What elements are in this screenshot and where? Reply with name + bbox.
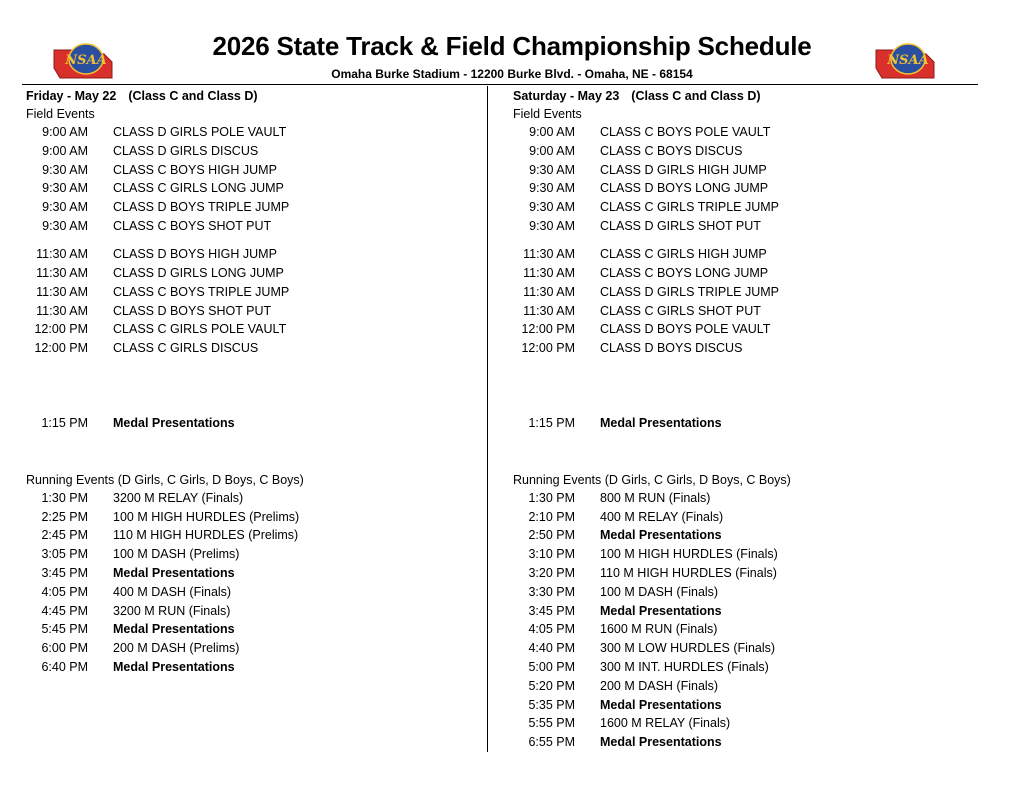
schedule-row (513, 714, 973, 733)
event-name: 3200 M RELAY (Finals) (113, 490, 244, 505)
saturday-day-header (513, 87, 973, 105)
header-divider (22, 84, 978, 85)
event-time: 11:30 AM (523, 303, 575, 318)
event-time: 11:30 AM (523, 247, 575, 262)
schedule-row (26, 123, 486, 142)
event-name: Medal Presentations (113, 566, 235, 581)
schedule-row (513, 217, 973, 236)
event-name: CLASS D GIRLS SHOT PUT (600, 218, 761, 233)
event-name: 800 M RUN (Finals) (600, 490, 711, 505)
schedule-row (26, 217, 486, 236)
event-name: CLASS D GIRLS DISCUS (113, 143, 259, 158)
svg-text:NSAA: NSAA (65, 53, 107, 68)
schedule-row (26, 245, 486, 264)
event-time: 11:30 AM (523, 284, 575, 299)
event-time: 9:30 AM (42, 200, 88, 215)
event-time: 6:55 PM (528, 735, 575, 750)
event-time: 9:30 AM (529, 181, 575, 196)
event-name: CLASS D BOYS TRIPLE JUMP (113, 200, 290, 215)
medal-row (26, 658, 486, 677)
event-name: 400 M DASH (Finals) (113, 584, 232, 599)
event-name: CLASS C GIRLS DISCUS (113, 341, 259, 356)
event-time: 1:15 PM (528, 416, 575, 431)
event-name: CLASS C BOYS SHOT PUT (113, 218, 272, 233)
event-name: 200 M DASH (Prelims) (113, 641, 240, 656)
schedule-row (513, 320, 973, 339)
schedule-row (26, 639, 486, 658)
event-name: Medal Presentations (600, 603, 722, 618)
schedule-row (26, 264, 486, 283)
schedule-row (26, 602, 486, 621)
event-time: 4:05 PM (528, 622, 575, 637)
event-time: 9:30 AM (529, 162, 575, 177)
event-time: 6:40 PM (41, 660, 88, 675)
field-events-title: Field Events (26, 107, 95, 121)
medal-row (513, 602, 973, 621)
event-name: Medal Presentations (600, 697, 722, 712)
schedule-row (513, 639, 973, 658)
event-name: CLASS D BOYS POLE VAULT (600, 322, 771, 337)
event-name: Medal Presentations (113, 660, 235, 675)
event-name: CLASS C GIRLS LONG JUMP (113, 181, 284, 196)
event-name: CLASS C GIRLS POLE VAULT (113, 322, 287, 337)
event-name: 300 M LOW HURDLES (Finals) (600, 641, 776, 656)
event-name: CLASS D BOYS SHOT PUT (113, 303, 272, 318)
schedule-row (26, 489, 486, 508)
medal-row (513, 696, 973, 715)
schedule-row (513, 198, 973, 217)
schedule-row (513, 339, 973, 358)
friday-column (26, 87, 486, 677)
event-time: 5:20 PM (528, 678, 575, 693)
event-name: CLASS D GIRLS LONG JUMP (113, 266, 284, 281)
medal-row (26, 414, 486, 433)
schedule-row (513, 245, 973, 264)
event-name: CLASS C GIRLS TRIPLE JUMP (600, 200, 779, 215)
event-name: 100 M DASH (Prelims) (113, 547, 240, 562)
page-title: 2026 State Track & Field Championship Schedule (212, 31, 812, 61)
column-divider (487, 86, 488, 752)
event-time: 12:00 PM (34, 341, 88, 356)
schedule-row (513, 658, 973, 677)
event-name: 3200 M RUN (Finals) (113, 603, 231, 618)
schedule-row (26, 545, 486, 564)
event-time: 3:45 PM (528, 603, 575, 618)
event-name: CLASS C GIRLS SHOT PUT (600, 303, 761, 318)
event-name: Medal Presentations (113, 622, 235, 637)
event-time: 9:30 AM (42, 218, 88, 233)
schedule-row (26, 302, 486, 321)
schedule-row (513, 179, 973, 198)
schedule-row (513, 677, 973, 696)
event-time: 9:30 AM (529, 200, 575, 215)
event-time: 2:50 PM (528, 528, 575, 543)
event-time: 3:05 PM (41, 547, 88, 562)
event-time: 2:45 PM (41, 528, 88, 543)
event-time: 1:30 PM (528, 490, 575, 505)
schedule-row (26, 179, 486, 198)
event-time: 11:30 AM (36, 266, 88, 281)
event-time: 9:00 AM (42, 143, 88, 158)
medal-row (513, 526, 973, 545)
event-name: 200 M DASH (Finals) (600, 678, 719, 693)
running-events-title: Running Events (D Girls, C Girls, D Boys, C Boys) (26, 472, 304, 487)
event-name: 1600 M RUN (Finals) (600, 622, 718, 637)
schedule-row (26, 526, 486, 545)
event-time: 11:30 AM (36, 303, 88, 318)
medal-row (513, 414, 973, 433)
event-time: 4:05 PM (41, 584, 88, 599)
event-name: 300 M INT. HURDLES (Finals) (600, 660, 769, 675)
day-label: Saturday - May 23 (513, 89, 620, 103)
schedule-row (513, 302, 973, 321)
saturday-column (513, 87, 973, 752)
event-time: 9:00 AM (529, 125, 575, 139)
event-time: 5:00 PM (528, 660, 575, 675)
medal-row (513, 733, 973, 752)
event-name: Medal Presentations (600, 735, 722, 750)
event-time: 9:00 AM (529, 143, 575, 158)
event-time: 2:25 PM (41, 509, 88, 524)
event-time: 5:55 PM (528, 716, 575, 731)
event-name: 1600 M RELAY (Finals) (600, 716, 731, 731)
schedule-row (513, 564, 973, 583)
event-name: CLASS D GIRLS POLE VAULT (113, 125, 287, 139)
schedule-row (513, 283, 973, 302)
event-name: CLASS C GIRLS HIGH JUMP (600, 247, 767, 262)
event-time: 11:30 AM (523, 266, 575, 281)
schedule-row (513, 620, 973, 639)
event-time: 9:30 AM (42, 181, 88, 196)
schedule-row (513, 489, 973, 508)
schedule-row (26, 198, 486, 217)
event-time: 9:30 AM (42, 162, 88, 177)
schedule-row (513, 545, 973, 564)
event-time: 4:40 PM (528, 641, 575, 656)
svg-text:NSAA: NSAA (887, 53, 929, 68)
schedule-row (513, 264, 973, 283)
event-time: 12:00 PM (34, 322, 88, 337)
event-time: 12:00 PM (521, 322, 575, 337)
event-name: CLASS C BOYS LONG JUMP (600, 266, 769, 281)
event-name: 100 M HIGH HURDLES (Finals) (600, 547, 778, 562)
event-time: 3:30 PM (528, 584, 575, 599)
event-time: 3:20 PM (528, 566, 575, 581)
event-name: 100 M DASH (Finals) (600, 584, 719, 599)
schedule-row (513, 161, 973, 180)
event-time: 11:30 AM (36, 247, 88, 262)
schedule-row (513, 583, 973, 602)
event-name: 400 M RELAY (Finals) (600, 509, 724, 524)
event-name: 110 M HIGH HURDLES (Finals) (600, 566, 777, 581)
event-name: CLASS D BOYS HIGH JUMP (113, 247, 277, 262)
medal-row (26, 564, 486, 583)
schedule-row (513, 508, 973, 527)
event-time: 2:10 PM (528, 509, 575, 524)
event-name: CLASS C BOYS POLE VAULT (600, 125, 771, 139)
schedule-row (26, 583, 486, 602)
event-name: CLASS D BOYS DISCUS (600, 341, 743, 356)
running-events-title: Running Events (D Girls, C Girls, D Boys, C Boys) (513, 472, 791, 487)
event-name: 100 M HIGH HURDLES (Prelims) (113, 509, 300, 524)
schedule-row (26, 161, 486, 180)
event-time: 5:45 PM (41, 622, 88, 637)
event-name: Medal Presentations (113, 416, 235, 431)
event-time: 6:00 PM (41, 641, 88, 656)
event-name: CLASS C BOYS TRIPLE JUMP (113, 284, 290, 299)
event-time: 11:30 AM (36, 284, 88, 299)
schedule-row (26, 339, 486, 358)
class-note: (Class C and Class D) (631, 89, 761, 103)
event-name: CLASS D BOYS LONG JUMP (600, 181, 769, 196)
schedule-row (26, 142, 486, 161)
schedule-row (26, 508, 486, 527)
class-note: (Class C and Class D) (128, 89, 258, 103)
event-name: CLASS D GIRLS HIGH JUMP (600, 162, 767, 177)
schedule-row (513, 142, 973, 161)
event-name: 110 M HIGH HURDLES (Prelims) (113, 528, 299, 543)
event-name: Medal Presentations (600, 528, 722, 543)
event-time: 12:00 PM (521, 341, 575, 356)
event-name: CLASS C BOYS HIGH JUMP (113, 162, 277, 177)
event-time: 1:15 PM (41, 416, 88, 431)
venue-subtitle: Omaha Burke Stadium - 12200 Burke Blvd. - Omaha, NE - 68154 (331, 67, 693, 81)
event-time: 3:10 PM (528, 547, 575, 562)
event-time: 1:30 PM (41, 490, 88, 505)
medal-row (26, 620, 486, 639)
schedule-row (26, 320, 486, 339)
event-name: CLASS D GIRLS TRIPLE JUMP (600, 284, 779, 299)
event-time: 4:45 PM (41, 603, 88, 618)
friday-day-header (26, 87, 486, 105)
day-label: Friday - May 22 (26, 89, 117, 103)
event-time: 9:30 AM (529, 218, 575, 233)
event-time: 9:00 AM (42, 125, 88, 139)
event-name: Medal Presentations (600, 416, 722, 431)
schedule-row (513, 123, 973, 142)
event-name: CLASS C BOYS DISCUS (600, 143, 743, 158)
schedule-row (26, 283, 486, 302)
event-time: 5:35 PM (528, 697, 575, 712)
field-events-title: Field Events (513, 107, 582, 121)
event-time: 3:45 PM (41, 566, 88, 581)
